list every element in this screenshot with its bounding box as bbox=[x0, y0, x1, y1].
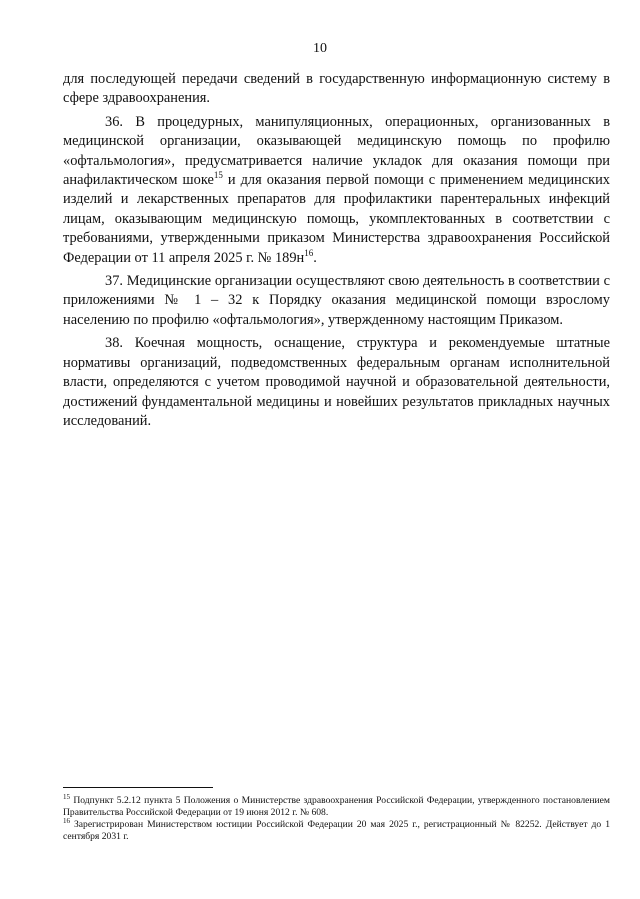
paragraph-36-text-middle: и для оказания первой помощи с применением медицинских изделий и лекарственных препаратов для профилактики парентеральных инфекций лицам, оказывающим медицинскую помощь, укомплектованных в соответствии с требованиями, утвержденными приказом Министерства здравоохранения Российской Федерации от 11 апреля 2025 г. № 189н bbox=[63, 172, 610, 266]
footnote-16-text: Зарегистрирован Министерством юстиции Российской Федерации 20 мая 2025 г., регистрационный № 82252. Действует до 1 сентября 2031 г. bbox=[63, 819, 610, 842]
footnotes bbox=[63, 792, 610, 843]
paragraph-36 bbox=[63, 113, 610, 268]
footnote-15-text: Подпункт 5.2.12 пункта 5 Положения о Министерстве здравоохранения Российской Федерации, утвержденного постановлением Правительства Российской Федерации от 19 июня 2012 г. № 608. bbox=[63, 795, 610, 818]
footnote-mark-16: 16 bbox=[63, 817, 70, 825]
paragraph-37: 37. Медицинские организации осуществляют свою деятельность в соответствии с приложениями № 1 – 32 к Порядку оказания медицинской помощи взрослому населению по профилю «офтальмология», утвержденному настоящим Приказом. bbox=[63, 273, 610, 328]
footnote-separator bbox=[63, 787, 213, 788]
paragraph-continuation: для последующей передачи сведений в государственную информационную систему в сфере здравоохранения. bbox=[63, 71, 610, 107]
footnote-ref-15: 15 bbox=[213, 170, 223, 181]
footnote-16 bbox=[63, 819, 610, 842]
footnote-mark-15: 15 bbox=[63, 792, 70, 801]
footnote-ref-16: 16 bbox=[304, 247, 314, 258]
paragraph-36-text-after: . bbox=[313, 249, 317, 266]
footnote-15 bbox=[63, 792, 610, 818]
paragraph-38: 38. Коечная мощность, оснащение, структура и рекомендуемые штатные нормативы организаций, подведомственных федеральным органам исполнительной власти, определяются с учетом проводимой научной и образовательной деятельности, достижений фундаментальной медицины и новейших результатов прикладных научных исследований. bbox=[63, 335, 610, 429]
document-body bbox=[63, 70, 610, 435]
page-number: 10 bbox=[313, 41, 327, 56]
paragraph-36-text-before: 36. В процедурных, манипуляционных, операционных, организованных в медицинской организации, оказывающей медицинскую помощь по профилю «офтальмология», предусматривается наличие укладок для оказания помощи при анафилактическом шоке bbox=[63, 113, 610, 189]
